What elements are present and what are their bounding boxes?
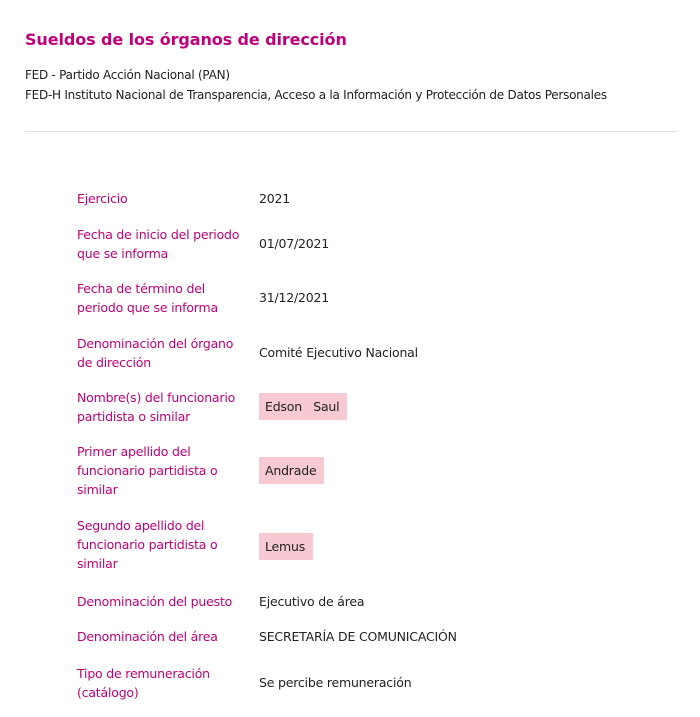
label-segundo-apellido: Segundo apellido del funcionario partidista o similar — [77, 518, 218, 571]
value-primer-apellido: Andrade — [259, 457, 324, 484]
value-ejercicio: 2021 — [259, 191, 291, 206]
label-nombre: Nombre(s) del funcionario partidista o similar — [77, 390, 236, 424]
party-name: FED - Partido Acción Nacional (PAN) — [25, 68, 230, 82]
value-tipo-remuneracion: Se percibe remuneración — [259, 675, 412, 690]
label-fecha-termino: Fecha de término del periodo que se informa — [77, 281, 218, 315]
value-fecha-inicio: 01/07/2021 — [259, 236, 330, 251]
label-ejercicio: Ejercicio — [77, 191, 128, 206]
label-tipo-remuneracion: Tipo de remuneración (catálogo) — [77, 666, 210, 700]
label-fecha-inicio: Fecha de inicio del periodo que se informa — [77, 227, 240, 261]
institution-name: FED-H Instituto Nacional de Transparencia, Acceso a la Información y Protección de Datos Personales — [25, 88, 607, 102]
value-area: SECRETARÍA DE COMUNICACIÓN — [259, 629, 457, 644]
value-organo: Comité Ejecutivo Nacional — [259, 345, 418, 360]
value-nombre: Edson Saul — [259, 393, 347, 420]
page-title: Sueldos de los órganos de dirección — [25, 30, 347, 49]
value-fecha-termino: 31/12/2021 — [259, 290, 330, 305]
divider — [25, 131, 677, 132]
label-primer-apellido: Primer apellido del funcionario partidista o similar — [77, 444, 218, 497]
label-puesto: Denominación del puesto — [77, 594, 233, 609]
label-organo: Denominación del órgano de dirección — [77, 336, 234, 370]
value-puesto: Ejecutivo de área — [259, 594, 365, 609]
label-area: Denominación del área — [77, 629, 218, 644]
value-segundo-apellido: Lemus — [259, 533, 313, 560]
